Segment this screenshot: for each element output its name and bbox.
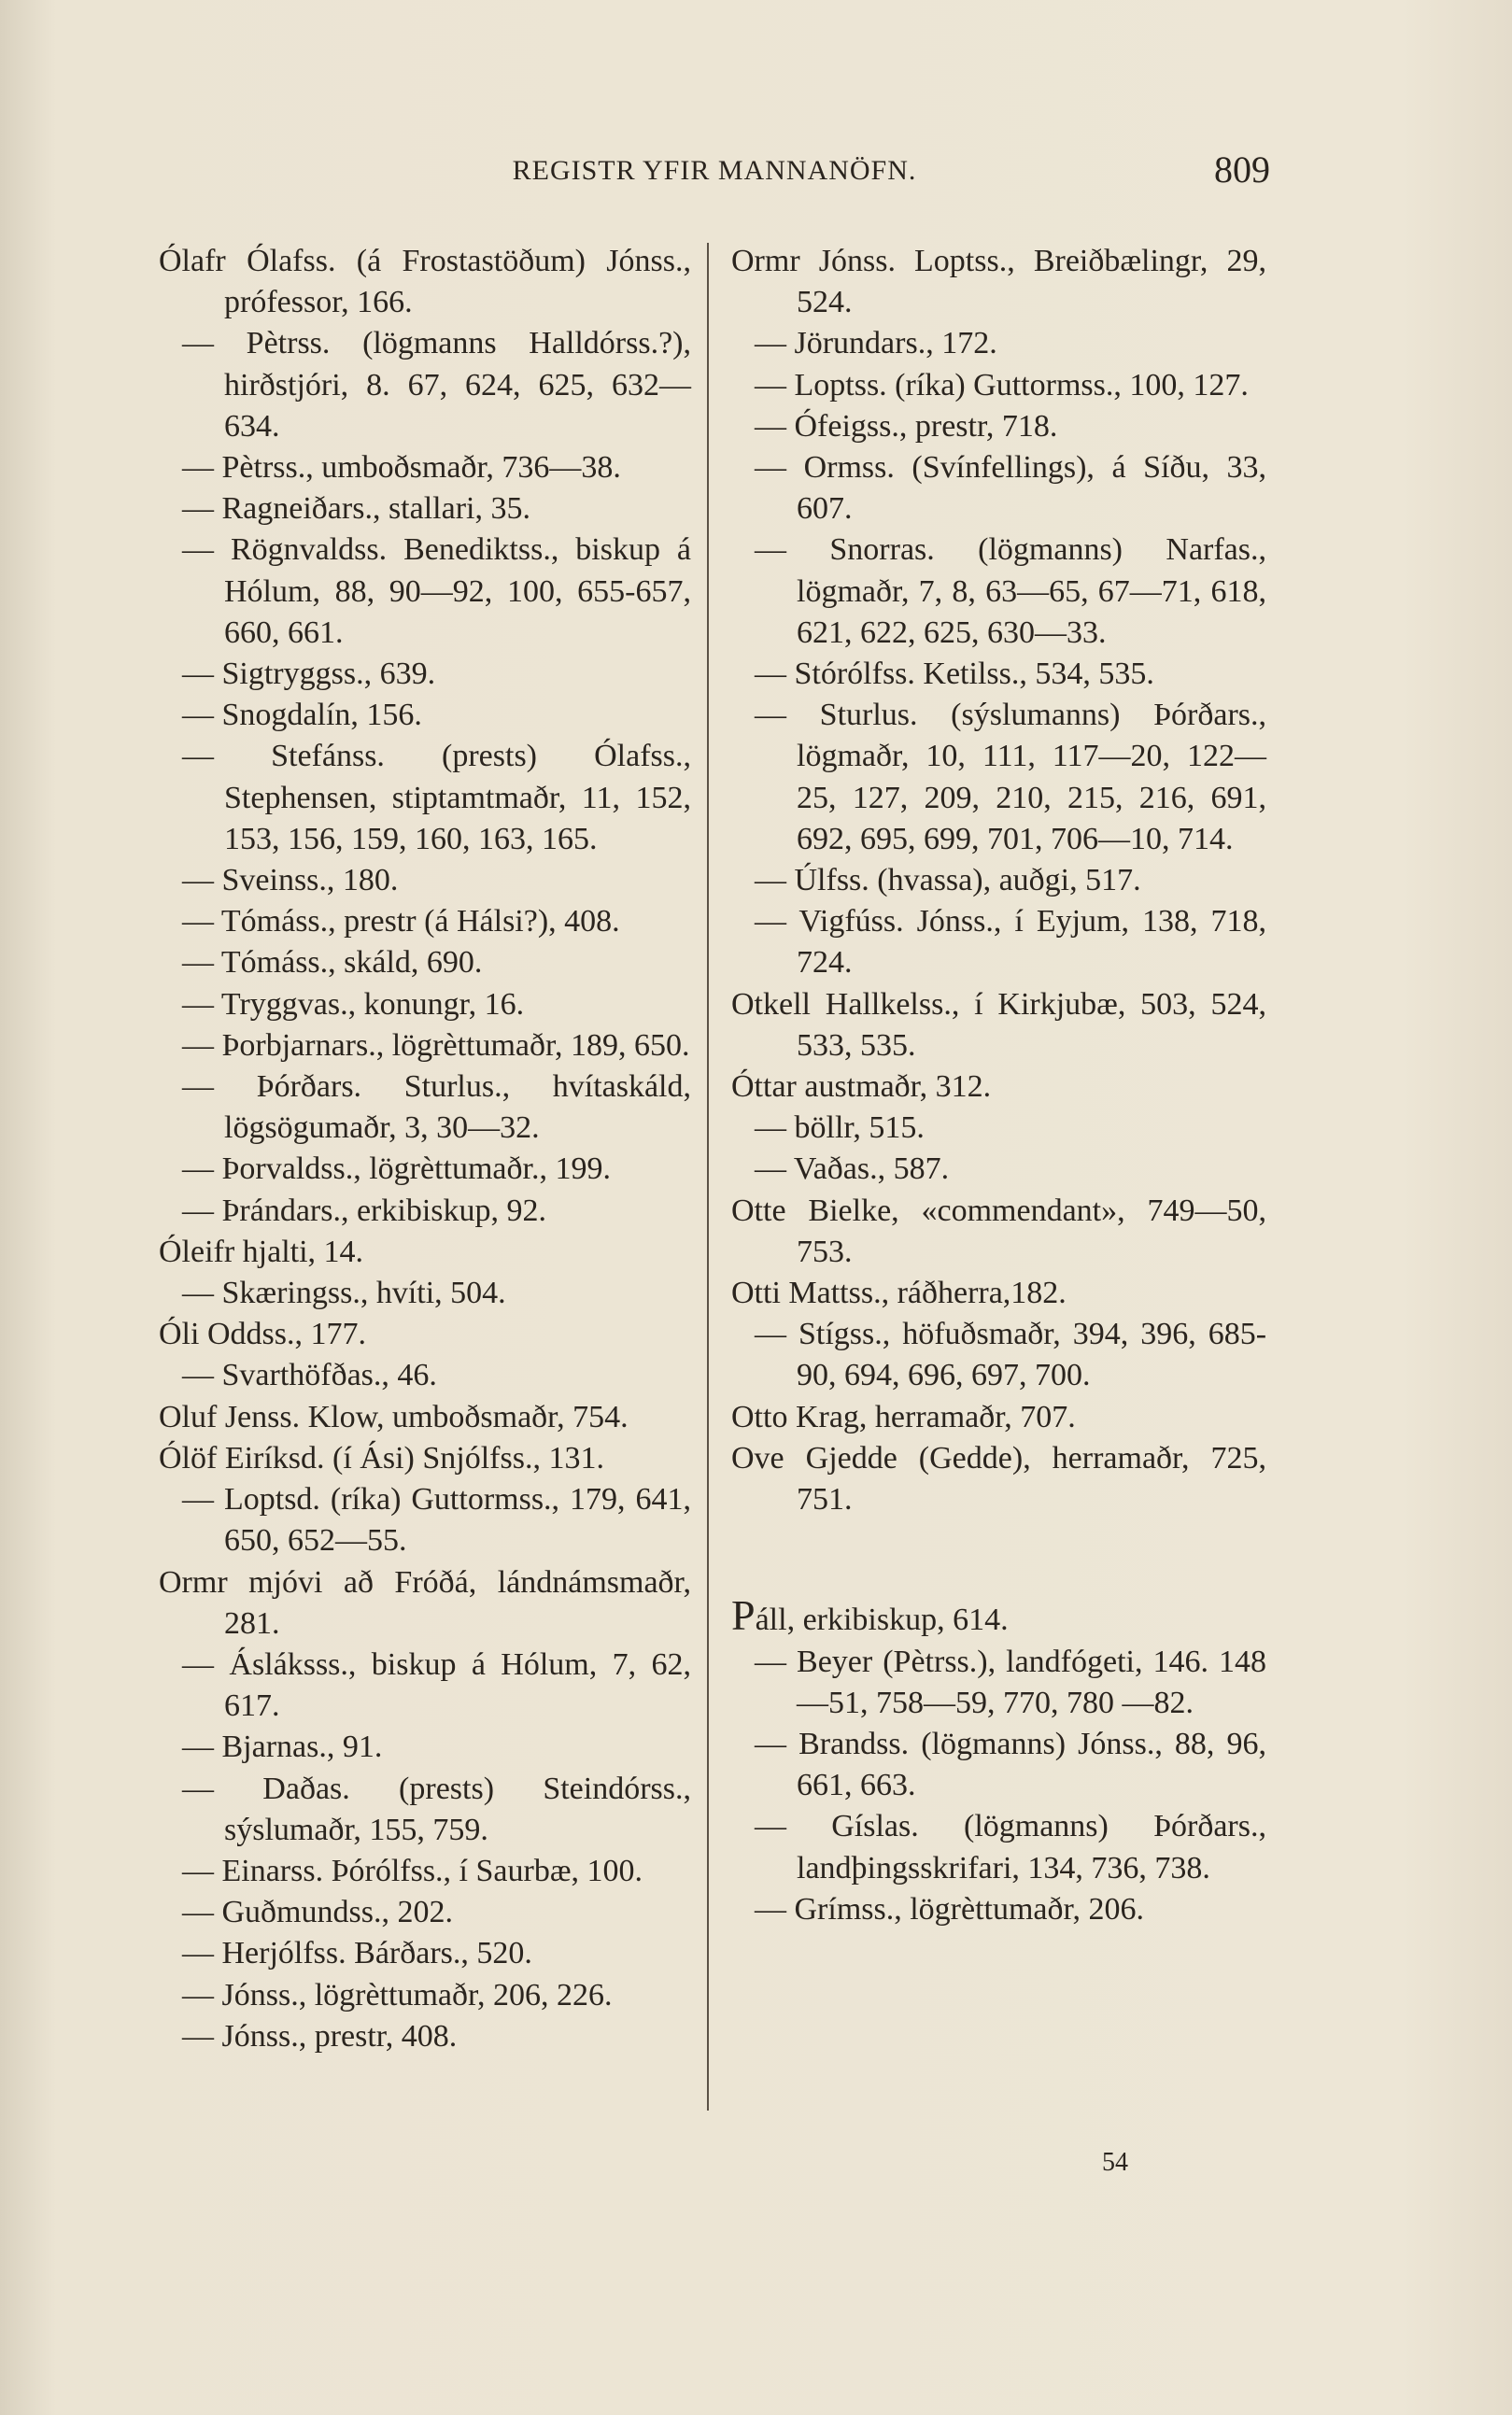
index-entry-sub: — Snogdalín, 156. [159,695,691,736]
index-entry-sub: — Jónss., lögrèttumaðr, 206, 226. [159,1975,691,2016]
index-entry-sub: — Sigtryggss., 639. [159,654,691,695]
index-entry-main: Ólöf Eiríksd. (í Ási) Snjólfss., 131. [159,1440,604,1476]
index-entry-main: Óli Oddss., 177. [159,1317,366,1352]
index-entry-main: Otto Krag, herramaðr, 707. [731,1399,1076,1434]
index-entry-sub: — Vigfúss. Jónss., í Eyjum, 138, 718, 724. [731,901,1266,983]
index-entry-sub: — Tryggvas., konungr, 16. [159,984,691,1025]
index-entry-main: Oluf Jenss. Klow, umboðsmaðr, 754. [159,1399,629,1434]
index-entry-sub: — Úlfss. (hvassa), auðgi, 517. [731,860,1266,901]
index-entry-main: Otti Mattss., ráðherra,182. [731,1276,1067,1311]
index-entry-sub: — Pètrss. (lögmanns Halldórss.?), hirðstjóri, 8. 67, 624, 625, 632—634. [159,323,691,447]
index-entry-main: Otkell Hallkelss., í Kirkjubæ, 503, 524, 533, 535. [731,986,1266,1063]
index-entry-sub: — Sturlus. (sýslumanns) Þórðars., lögmaðr, 10, 111, 117—20, 122—25, 127, 209, 210, 215, 216, 691, 692, 695, 699, 701, 706—10, 714. [731,695,1266,860]
index-entry-main: Ove Gjedde (Gedde), herramaðr, 725, 751. [731,1440,1266,1518]
section-gap [731,1520,1266,1595]
column-divider [707,243,709,2111]
index-entry-main: Ormr mjóvi að Fróðá, lándnámsmaðr, 281. [159,1564,691,1641]
index-entry-main: Otte Bielke, «commendant», 749—50, 753. [731,1193,1266,1269]
index-entry-sub: — Snorras. (lögmanns) Narfas., lögmaðr, 7, 8, 63—65, 67—71, 618, 621, 622, 625, 630—33. [731,530,1266,654]
index-entry-sub: — Sveinss., 180. [159,860,691,901]
index-entry-sub: — Brandss. (lögmanns) Jónss., 88, 96, 661, 663. [731,1724,1266,1806]
entry-text: áll, erkibiskup, 614. [755,1603,1009,1638]
index-entry-sub: — Rögnvaldss. Benediktss., biskup á Hólum, 88, 90—92, 100, 655-657, 660, 661. [159,530,691,654]
index-entry-sub: — Stefánss. (prests) Ólafss., Stephensen, stiptamtmaðr, 11, 152, 153, 156, 159, 160, 163, 165. [159,736,691,860]
index-entry-sub: — Grímss., lögrèttumaðr, 206. [731,1889,1266,1930]
index-entry-sub: — Jónss., prestr, 408. [159,2016,691,2057]
index-entry-sub: — böllr, 515. [731,1108,1266,1149]
index-entry-main: Óttar austmaðr, 312. [731,1069,992,1105]
signature-mark: 54 [1102,2148,1128,2177]
index-entry-sub: — Loptss. (ríka) Guttormss., 100, 127. [731,365,1266,406]
index-entry-main: Ormr Jónss. Loptss., Breiðbælingr, 29, 524. [731,244,1266,320]
index-entry-sub: — Ásláksss., biskup á Hólum, 7, 62, 617. [159,1645,691,1727]
page-header [159,142,1270,198]
index-entry-sub: — Guðmundss., 202. [159,1892,691,1933]
index-entry-sub: — Tómáss., skáld, 690. [159,942,691,983]
index-entry-sub: — Ormss. (Svínfellings), á Síðu, 33, 607. [731,447,1266,530]
index-entry-sub: — Herjólfss. Bárðars., 520. [159,1933,691,1974]
index-entry-sub: — Loptsd. (ríka) Guttormss., 179, 641, 650, 652—55. [159,1479,691,1561]
index-entry-main: Óleifr hjalti, 14. [159,1234,364,1269]
index-entry-main: Ólafr Ólafss. (á Frostastöðum) Jónss., prófessor, 166. [159,244,691,320]
index-entry-sub: — Pètrss., umboðsmaðr, 736—38. [159,447,691,488]
index-entry-sub: — Skæringss., hvíti, 504. [159,1273,691,1314]
section-initial: P [731,1591,756,1640]
right-column [731,241,1266,1930]
index-entry-sub: — Svarthöfðas., 46. [159,1355,691,1396]
index-entry-sub: — Einarss. Þórólfss., í Saurbæ, 100. [159,1851,691,1892]
index-entry-sub: — Þórðars. Sturlus., hvítaskáld, lögsögumaðr, 3, 30—32. [159,1066,691,1149]
index-entry-sub: — Gíslas. (lögmanns) Þórðars., landþingsskrifari, 134, 736, 738. [731,1806,1266,1888]
index-entry-sub: — Stórólfss. Ketilss., 534, 535. [731,654,1266,695]
index-entry-sub: — Jörundars., 172. [731,323,1266,364]
index-entry-sub: — Þorbjarnars., lögrèttumaðr, 189, 650. [159,1025,691,1066]
index-entry-sub: — Ófeigss., prestr, 718. [731,406,1266,447]
index-entry-sub: — Tómáss., prestr (á Hálsi?), 408. [159,901,691,942]
page-number: 809 [1214,148,1270,191]
index-entry-sub: — Vaðas., 587. [731,1149,1266,1190]
running-title: REGISTR YFIR MANNANÖFN. [512,155,917,186]
index-entry-sub: — Stígss., höfuðsmaðr, 394, 396, 685-90, 694, 696, 697, 700. [731,1314,1266,1396]
index-entry-sub: — Ragneiðars., stallari, 35. [159,488,691,530]
index-entry-sub: — Þrándars., erkibiskup, 92. [159,1191,691,1232]
index-entry-sub: — Þorvaldss., lögrèttumaðr., 199. [159,1149,691,1190]
index-entry-sub: — Bjarnas., 91. [159,1727,691,1768]
index-entry-main [731,1591,1266,1641]
left-column [159,241,691,2057]
index-entry-sub: — Daðas. (prests) Steindórss., sýslumaðr, 155, 759. [159,1769,691,1851]
index-entry-sub: — Beyer (Pètrss.), landfógeti, 146. 148—51, 758—59, 770, 780 —82. [731,1642,1266,1724]
